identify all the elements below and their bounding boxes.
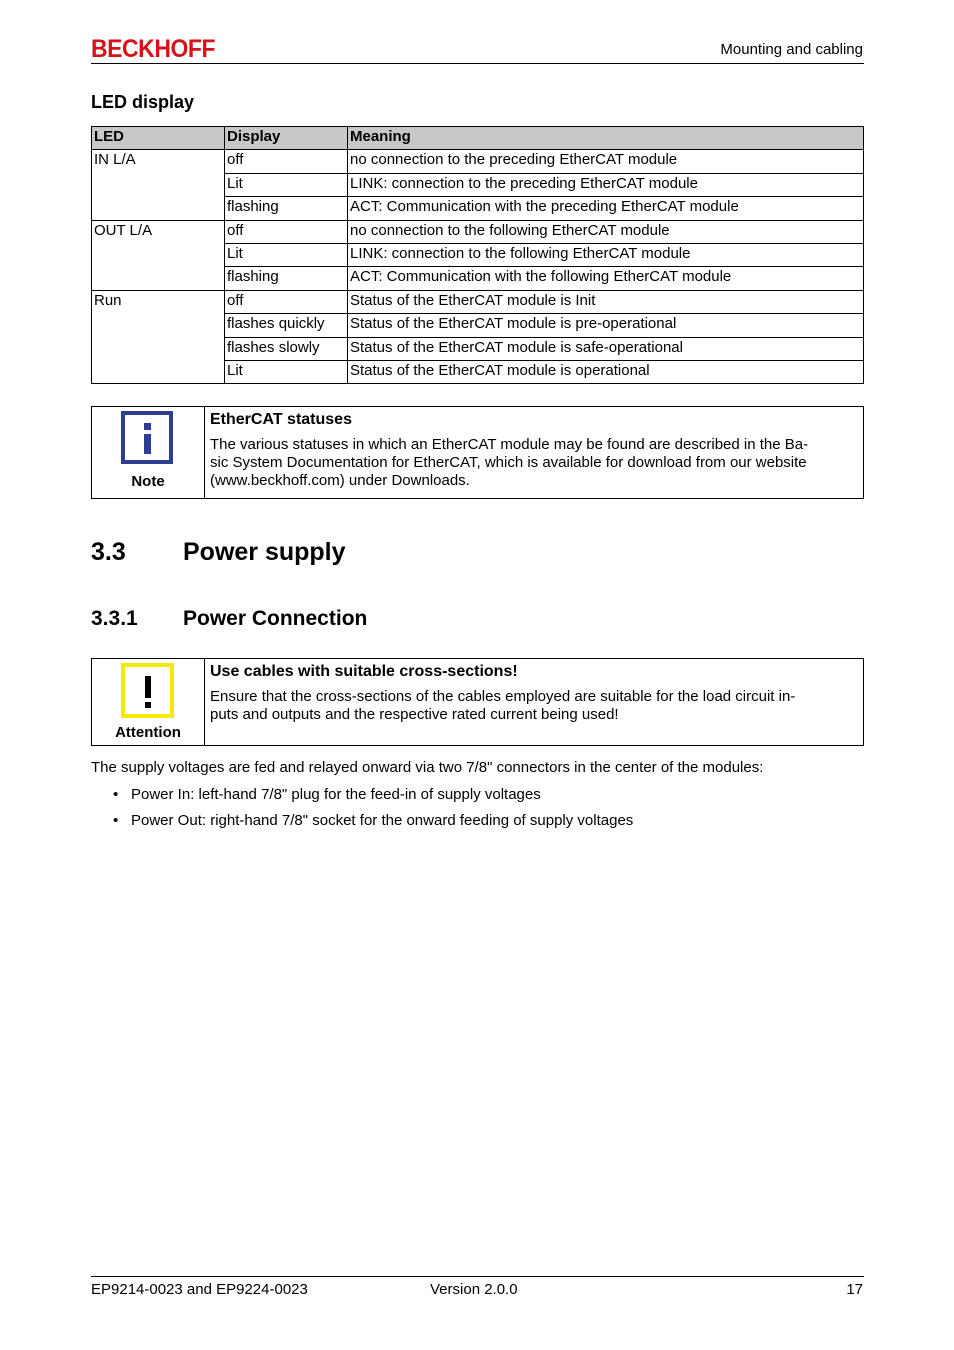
display-cell: Lit bbox=[225, 173, 348, 196]
meaning-cell: Status of the EtherCAT module is Init bbox=[348, 290, 864, 313]
led-name-cell: OUT L/A bbox=[92, 220, 225, 290]
bullet-marker: • bbox=[113, 812, 119, 829]
note-box bbox=[91, 406, 864, 499]
attention-text bbox=[205, 659, 863, 745]
section-heading-3-3 bbox=[91, 537, 346, 567]
note-line: (www.beckhoff.com) under Downloads. bbox=[210, 472, 470, 489]
attention-line: Ensure that the cross-sections of the cables employed are suitable for the load circuit in- bbox=[210, 688, 796, 705]
display-cell: off bbox=[225, 150, 348, 173]
note-line: sic System Documentation for EtherCAT, which is available for download from our website bbox=[210, 454, 807, 471]
display-cell: flashing bbox=[225, 197, 348, 220]
section-title: Power supply bbox=[183, 538, 346, 566]
info-icon bbox=[121, 411, 173, 464]
meaning-cell: ACT: Communication with the preceding EtherCAT module bbox=[348, 197, 864, 220]
attention-label: Attention bbox=[115, 724, 181, 741]
note-icon-cell bbox=[92, 407, 205, 498]
header-divider bbox=[91, 63, 864, 64]
warning-icon bbox=[121, 663, 174, 718]
note-title: EtherCAT statuses bbox=[210, 411, 352, 428]
bullet-marker: • bbox=[113, 786, 119, 803]
section-number: 3.3 bbox=[91, 538, 126, 566]
note-text bbox=[205, 407, 863, 498]
column-header-display: Display bbox=[225, 127, 348, 150]
display-cell: Lit bbox=[225, 243, 348, 266]
attention-box bbox=[91, 658, 864, 746]
page-number: 17 bbox=[846, 1281, 863, 1298]
attention-icon-cell bbox=[92, 659, 205, 745]
display-cell: Lit bbox=[225, 360, 348, 383]
table-row bbox=[92, 290, 864, 313]
attention-line: puts and outputs and the respective rated current being used! bbox=[210, 706, 619, 723]
list-item bbox=[113, 812, 633, 838]
section-title: Power Connection bbox=[183, 607, 368, 630]
led-name-cell: IN L/A bbox=[92, 150, 225, 220]
list-item bbox=[113, 786, 633, 812]
meaning-cell: Status of the EtherCAT module is operational bbox=[348, 360, 864, 383]
note-label: Note bbox=[131, 473, 165, 490]
meaning-cell: no connection to the preceding EtherCAT module bbox=[348, 150, 864, 173]
meaning-cell: ACT: Communication with the following EtherCAT module bbox=[348, 267, 864, 290]
display-cell: flashes slowly bbox=[225, 337, 348, 360]
led-table bbox=[91, 126, 864, 384]
beckhoff-logo: BECKHOFF bbox=[91, 35, 216, 63]
column-header-led: LED bbox=[92, 127, 225, 150]
table-header-row bbox=[92, 127, 864, 150]
led-name-cell: Run bbox=[92, 290, 225, 384]
table-row bbox=[92, 150, 864, 173]
section-heading-3-3-1 bbox=[91, 606, 367, 632]
section-number: 3.3.1 bbox=[91, 607, 138, 630]
footer-version: Version 2.0.0 bbox=[430, 1281, 518, 1298]
note-line: The various statuses in which an EtherCAT module may be found are described in the Ba- bbox=[210, 436, 809, 453]
list-item-text: Power In: left-hand 7/8" plug for the feed-in of supply voltages bbox=[131, 786, 541, 803]
list-item-text: Power Out: right-hand 7/8" socket for the onward feeding of supply voltages bbox=[131, 812, 634, 829]
attention-title: Use cables with suitable cross-sections! bbox=[210, 663, 518, 680]
chapter-title: Mounting and cabling bbox=[720, 41, 863, 58]
display-cell: off bbox=[225, 220, 348, 243]
meaning-cell: no connection to the following EtherCAT module bbox=[348, 220, 864, 243]
body-paragraph: The supply voltages are fed and relayed onward via two 7/8" connectors in the center of the modules: bbox=[91, 759, 764, 776]
meaning-cell: Status of the EtherCAT module is safe-operational bbox=[348, 337, 864, 360]
meaning-cell: Status of the EtherCAT module is pre-operational bbox=[348, 314, 864, 337]
bullet-list bbox=[113, 786, 633, 838]
column-header-meaning: Meaning bbox=[348, 127, 864, 150]
display-cell: flashing bbox=[225, 267, 348, 290]
table-row bbox=[92, 220, 864, 243]
display-cell: off bbox=[225, 290, 348, 313]
footer-product: EP9214-0023 and EP9224-0023 bbox=[91, 1281, 308, 1298]
meaning-cell: LINK: connection to the preceding EtherCAT module bbox=[348, 173, 864, 196]
led-display-heading: LED display bbox=[91, 92, 195, 112]
meaning-cell: LINK: connection to the following EtherCAT module bbox=[348, 243, 864, 266]
display-cell: flashes quickly bbox=[225, 314, 348, 337]
footer-divider bbox=[91, 1276, 864, 1277]
